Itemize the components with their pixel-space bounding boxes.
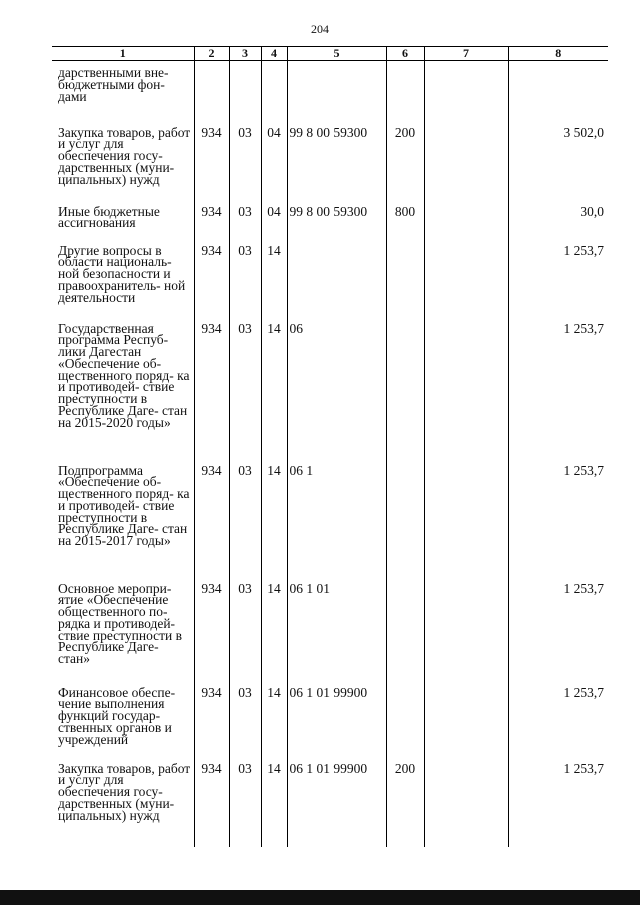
table-row xyxy=(52,465,608,583)
cell-amount: 3 502,0 xyxy=(508,127,608,206)
row-name: Другие вопросы в области националь- ной безопасности и правоохранитель- ной деятельности xyxy=(52,245,194,323)
cell-col-7 xyxy=(424,687,508,763)
cell-code-3: 03 xyxy=(229,763,261,847)
budget-table xyxy=(52,46,608,847)
cell-code-6 xyxy=(386,687,424,763)
cell-code-4: 04 xyxy=(261,127,287,206)
row-name: Иные бюджетные ассигнования xyxy=(52,206,194,245)
cell-amount: 1 253,7 xyxy=(508,323,608,465)
row-name: Закупка товаров, работ и услуг для обеспечения госу- дарственных (муни- ципальных) нужд xyxy=(52,763,194,847)
scan-edge-bar xyxy=(0,890,640,905)
table-row xyxy=(52,687,608,763)
cell-code-6 xyxy=(386,245,424,323)
cell-code-5: 06 1 xyxy=(287,465,386,583)
row-name: Закупка товаров, работ и услуг для обеспечения госу- дарственных (муни- ципальных) нужд xyxy=(52,127,194,206)
cell-code-5: 06 1 01 xyxy=(287,583,386,687)
column-header-3: 3 xyxy=(229,47,261,61)
cell-code-5: 06 xyxy=(287,323,386,465)
cell-code-2: 934 xyxy=(194,465,229,583)
cell-code-4: 14 xyxy=(261,465,287,583)
cell-code-6 xyxy=(386,61,424,127)
header-row xyxy=(52,47,608,61)
column-header-4: 4 xyxy=(261,47,287,61)
cell-code-3: 03 xyxy=(229,206,261,245)
table-row xyxy=(52,763,608,847)
cell-col-7 xyxy=(424,61,508,127)
row-name: Государственная программа Респуб- лики Дагестан «Обеспечение об- щественного поряд- ка и противодей- ствие преступности в Республике Даге- стан на 2015-2020 годы» xyxy=(52,323,194,465)
cell-code-6 xyxy=(386,583,424,687)
cell-code-3: 03 xyxy=(229,323,261,465)
cell-code-6: 200 xyxy=(386,127,424,206)
table-row xyxy=(52,127,608,206)
cell-code-3: 03 xyxy=(229,245,261,323)
cell-code-5 xyxy=(287,245,386,323)
cell-code-3: 03 xyxy=(229,687,261,763)
cell-code-2: 934 xyxy=(194,323,229,465)
cell-code-2: 934 xyxy=(194,127,229,206)
cell-amount: 1 253,7 xyxy=(508,465,608,583)
table-row xyxy=(52,245,608,323)
column-header-1: 1 xyxy=(52,47,194,61)
cell-col-7 xyxy=(424,583,508,687)
cell-code-3: 03 xyxy=(229,465,261,583)
column-header-5: 5 xyxy=(287,47,386,61)
row-name: Основное меропри- ятие «Обеспечение общественного по- рядка и противодей- ствие преступности в Республике Даге- стан» xyxy=(52,583,194,687)
cell-code-5 xyxy=(287,61,386,127)
cell-code-4 xyxy=(261,61,287,127)
cell-code-2: 934 xyxy=(194,245,229,323)
table-row xyxy=(52,323,608,465)
cell-code-6 xyxy=(386,465,424,583)
cell-code-4: 14 xyxy=(261,323,287,465)
cell-code-6: 200 xyxy=(386,763,424,847)
cell-amount xyxy=(508,61,608,127)
column-header-6: 6 xyxy=(386,47,424,61)
cell-code-5: 99 8 00 59300 xyxy=(287,206,386,245)
column-header-7: 7 xyxy=(424,47,508,61)
cell-amount: 1 253,7 xyxy=(508,687,608,763)
cell-code-2: 934 xyxy=(194,763,229,847)
cell-col-7 xyxy=(424,323,508,465)
table-row xyxy=(52,61,608,127)
row-name: Подпрограмма «Обеспечение об- щественного поряд- ка и противодей- ствие преступности в Республике Даге- стан на 2015-2017 годы» xyxy=(52,465,194,583)
cell-col-7 xyxy=(424,206,508,245)
cell-code-6: 800 xyxy=(386,206,424,245)
cell-code-6 xyxy=(386,323,424,465)
cell-code-5: 99 8 00 59300 xyxy=(287,127,386,206)
cell-code-3 xyxy=(229,61,261,127)
table-row xyxy=(52,206,608,245)
page-number: 204 xyxy=(311,22,329,36)
cell-amount: 1 253,7 xyxy=(508,245,608,323)
row-name: дарственными вне- бюджетными фон- дами xyxy=(52,61,194,127)
cell-code-2: 934 xyxy=(194,206,229,245)
cell-code-4: 14 xyxy=(261,583,287,687)
cell-code-5: 06 1 01 99900 xyxy=(287,687,386,763)
cell-code-2 xyxy=(194,61,229,127)
cell-col-7 xyxy=(424,127,508,206)
cell-amount: 1 253,7 xyxy=(508,763,608,847)
cell-col-7 xyxy=(424,763,508,847)
cell-code-4: 04 xyxy=(261,206,287,245)
column-header-2: 2 xyxy=(194,47,229,61)
cell-code-3: 03 xyxy=(229,583,261,687)
cell-code-2: 934 xyxy=(194,583,229,687)
column-header-8: 8 xyxy=(508,47,608,61)
cell-code-4: 14 xyxy=(261,687,287,763)
cell-code-5: 06 1 01 99900 xyxy=(287,763,386,847)
cell-code-3: 03 xyxy=(229,127,261,206)
cell-amount: 30,0 xyxy=(508,206,608,245)
cell-code-2: 934 xyxy=(194,687,229,763)
cell-code-4: 14 xyxy=(261,763,287,847)
cell-amount: 1 253,7 xyxy=(508,583,608,687)
row-name: Финансовое обеспе- чение выполнения функций государ- ственных органов и учреждений xyxy=(52,687,194,763)
table-row xyxy=(52,583,608,687)
cell-col-7 xyxy=(424,465,508,583)
cell-col-7 xyxy=(424,245,508,323)
cell-code-4: 14 xyxy=(261,245,287,323)
